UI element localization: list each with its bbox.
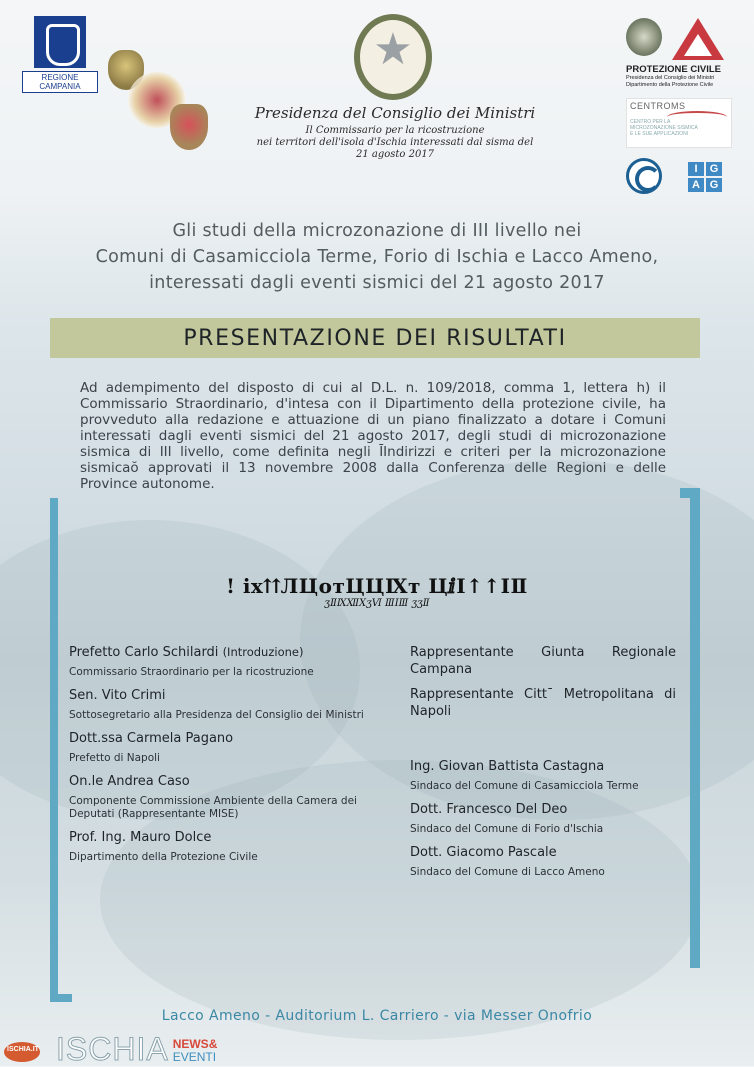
speaker-role: Sindaco del Comune di Forio d'Ischia [410,823,604,835]
speaker-role: Componente Commissione Ambiente della Camera dei Deputati (Rappresentante MISE) [69,795,357,820]
igag-letter: A [688,178,704,192]
centroms-logo [626,98,732,148]
venue-line: Lacco Ameno - Auditorium L. Carriero - via Messer Onofrio [161,1008,593,1024]
ischia-news-brand [56,1031,218,1067]
program-heading [200,574,554,609]
seismic-wave-icon [667,111,727,123]
intro-paragraph: Ad adempimento del disposto di cui al D.L. n. 109/2018, comma 1, lettera h) il Commissario Straordinario, d'intesa con il Dipartimento della protezione civile, ha provveduto alla redazione e attuazione di un piano finalizzato a dotare i Comuni interessati dagli eventi sismici del 21 agosto 2017, degli studi di microzonazione sismica di III livello, come definita negli ĪIndirizzi e criteri per la microzonazione sismicaŏ approvati il 13 novembre 2008 dalla Conferenza delle Regioni e delle Province autonome. [80,380,666,492]
event-title [40,218,714,296]
campania-shield-icon [34,16,86,68]
municipal-crest-icon [170,104,208,150]
igag-letter: G [706,178,722,192]
speaker-role: Commissario Straordinario per la ricostruzione [69,666,314,678]
brand-sub-news: NEWS& [172,1037,218,1051]
commissario-line: Il Commissario per la ricostruzione [305,125,485,136]
speaker-item [69,773,369,821]
frame-bracket-right [680,488,700,968]
speakers-right-column [410,644,676,887]
speaker-name: Dott. Giacomo Pascale [410,845,557,860]
event-title-line: Comuni di Casamicciola Terme, Forio di Ischia e Lacco Ameno, [95,247,659,267]
ischia-it-badge [0,1036,44,1066]
speaker-name: Rappresentante Giunta Regionale Campana [410,645,676,677]
speakers-left-column [69,644,369,872]
speaker-name: On.le Andrea Caso [69,774,190,789]
event-title-line: Gli studi della microzonazione di III livello nei [172,221,582,241]
regione-campania-label: REGIONE CAMPANIA [22,71,98,93]
speaker-role: Sindaco del Comune di Lacco Ameno [410,866,605,878]
speaker-item [410,644,676,678]
commissario-line: 21 agosto 2017 [355,149,435,160]
speaker-name: Dott. Francesco Del Deo [410,802,568,817]
italian-republic-emblem-icon: ★ [354,14,432,100]
speaker-item [69,730,369,765]
speaker-name: Sen. Vito Crimi [69,688,166,703]
speaker-note: (Introduzione) [222,645,304,659]
protezione-civile-line: Presidenza del Consiglio dei Ministri [626,75,715,81]
igag-logo [688,162,722,192]
commissario-line: nei territori dell'isola d'Ischia interessati dal sisma del [256,137,534,148]
republic-seal-icon [626,18,662,56]
presidenza-block [230,104,560,161]
presidenza-title: Presidenza del Consiglio dei Ministri [254,104,536,122]
speaker-item [410,801,676,836]
speaker-role: Sindaco del Comune di Casamicciola Terme [410,780,639,792]
speaker-name: Prof. Ing. Mauro Dolce [69,830,212,845]
program-date: ʒⅡⅨⅫⅩʒⅥ ⅢⅠⅢ ʒʒⅡ [324,598,430,609]
speaker-item [410,758,676,793]
badge-text: ISCHIA.IT [7,1046,39,1053]
speaker-item [410,686,676,720]
speaker-name: Prefetto Carlo Schilardi [69,645,219,660]
brand-name: ISCHIA [56,1031,169,1067]
centroms-line: MICROZONAZIONE SISMICA [630,125,698,131]
speaker-item [69,687,369,722]
speaker-name: Ing. Giovan Battista Castagna [410,759,605,774]
igag-letter: G [706,162,722,176]
speaker-item [410,844,676,879]
protezione-civile-text [626,64,736,88]
speaker-name: Rappresentante Citt¯ Metropolitana di Napoli [410,687,676,719]
brand-sub-eventi: EVENTI [172,1050,217,1064]
regione-campania-logo [22,16,98,93]
program-heading-text: ! ix⇈ЛЦoтЦЦⅨт ЦⅈⅠ↑↑ⅠⅡ [226,574,528,598]
centroms-line: CENTRO PER LA [630,119,671,125]
speaker-item [69,644,369,679]
speaker-item [69,829,369,864]
speaker-role: Sottosegretario alla Presidenza del Consiglio dei Ministri [69,709,364,721]
speaker-role: Prefetto di Napoli [69,752,160,764]
banner-text: PRESENTAZIONE DEI RISULTATI [183,325,567,351]
centroms-line: E LE SUE APPLICAZIONI [630,131,689,137]
igag-letter: I [688,162,704,176]
centroms-name: CENTROMS [630,101,686,111]
event-title-line: interessati dagli eventi sismici del 21 agosto 2017 [149,273,605,293]
protezione-civile-logo-inner [684,34,712,56]
presentation-banner [50,318,700,358]
protezione-civile-name: PROTEZIONE CIVILE [626,64,722,75]
cnr-logo-icon [626,158,662,194]
speaker-name: Dott.ssa Carmela Pagano [69,731,234,746]
protezione-civile-line: Dipartimento della Protezione Civile [626,81,714,88]
speaker-role: Dipartimento della Protezione Civile [69,851,258,863]
